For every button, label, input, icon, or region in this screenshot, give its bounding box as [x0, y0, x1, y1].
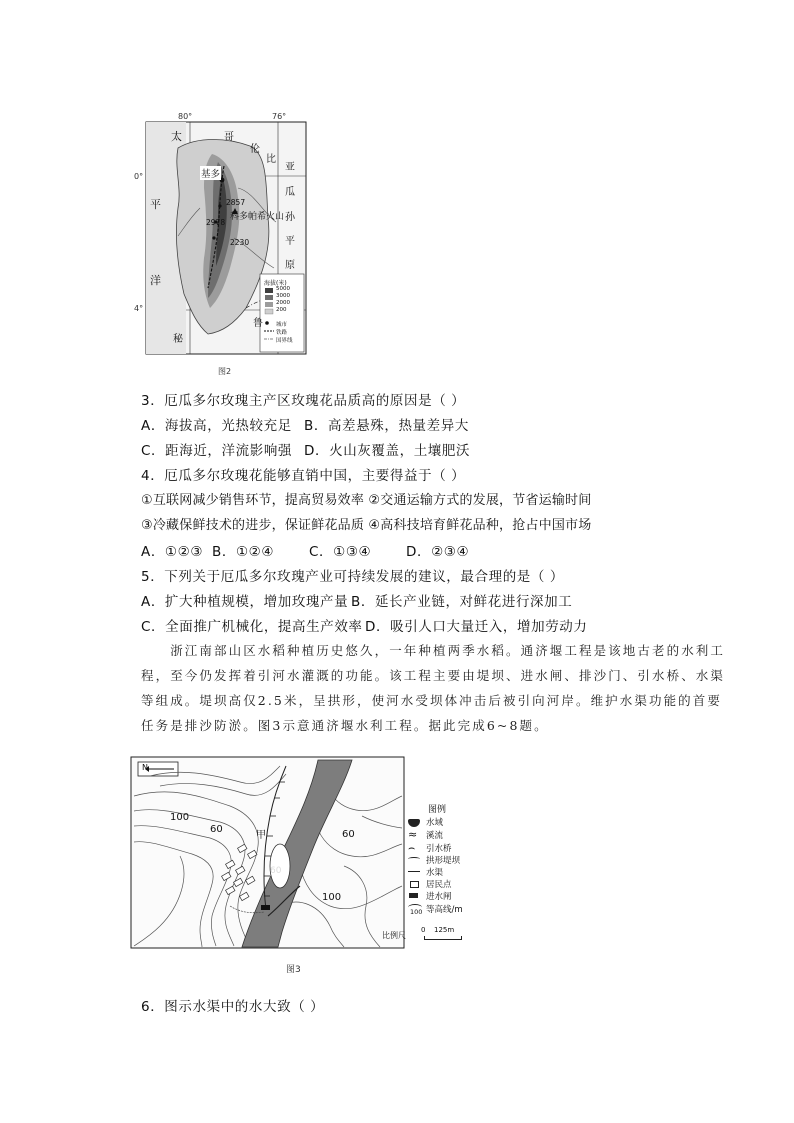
- figure2-caption: 图2: [218, 367, 232, 376]
- passage-line-1: 浙江南部山区水稻种植历史悠久，一年种植两季水稻。通济堰工程是该地古老的水利工: [141, 643, 726, 658]
- label-ping2: 平: [285, 236, 295, 247]
- label-lu: 鲁: [253, 318, 263, 329]
- lon-label-76: 76°: [272, 112, 287, 121]
- legend3-canal-swatch: [408, 871, 420, 872]
- legend3-scale-label: 比例尺: [382, 931, 406, 940]
- figure3-map: [130, 756, 405, 949]
- lat-label-4: 4°: [134, 304, 144, 313]
- q3-option-d: D．火山灰覆盖，土壤肥沃: [304, 443, 471, 459]
- q4-option-d: D．②③④: [406, 544, 470, 560]
- legend3-gate: 进水闸: [426, 892, 452, 902]
- legend3-stream: 溪流: [426, 831, 444, 841]
- q5-option-c: C．全面推广机械化，提高生产效率: [141, 619, 363, 635]
- passage-line-2: 程，至今仍发挥着引河水灌溉的功能。该工程主要由堤坝、进水闸、排沙门、引水桥、水渠: [141, 668, 726, 683]
- elev-point-2: 2978: [206, 218, 226, 227]
- label-yang: 洋: [150, 274, 161, 287]
- q6-stem: 6．图示水渠中的水大致（ ）: [141, 999, 325, 1015]
- label-ping: 平: [150, 198, 161, 211]
- label-ya: 亚: [285, 162, 295, 173]
- label-sun: 孙: [285, 212, 295, 223]
- q4-option-a: A．①②③: [141, 544, 204, 560]
- legend3-stream-swatch: ≈: [408, 828, 418, 841]
- figure3-legend: [382, 802, 476, 952]
- legend3-canal: 水渠: [426, 868, 444, 878]
- legend2-border: 国界线: [276, 338, 293, 344]
- contour-label-3: 60: [342, 829, 355, 840]
- q3-option-b: B．高差悬殊，热量差异大: [304, 418, 469, 434]
- label-yuan: 原: [285, 260, 295, 271]
- q4-option-b: B．①②④: [212, 544, 275, 560]
- lon-label-80: 80°: [178, 112, 193, 121]
- legend2-level-2000: 2000: [276, 300, 290, 306]
- marker-jia: 甲: [256, 830, 266, 841]
- legend3-gate-swatch: [409, 893, 418, 898]
- q4-option-c: C．①③④: [309, 544, 372, 560]
- lat-label-0: 0°: [134, 172, 144, 181]
- contour-label-1: 100: [170, 812, 190, 823]
- legend3-dam: 拱形堤坝: [426, 856, 461, 866]
- north-label: N: [142, 763, 148, 772]
- legend3-bridge-swatch: ⌢: [408, 841, 416, 854]
- q3-option-c: C．距海近，洋流影响强: [141, 443, 293, 459]
- q3-option-a: A．海拔高，光热较充足: [141, 418, 292, 434]
- legend3-scale-zero: 0: [421, 926, 426, 934]
- legend3-scale-value: 125m: [434, 926, 455, 934]
- city-quito: 基多: [200, 166, 221, 180]
- q5-stem: 5．下列关于厄瓜多尔玫瑰产业可持续发展的建议，最合理的是（ ）: [141, 569, 564, 585]
- elev-point-1: 2857: [226, 198, 246, 207]
- label-ge: 哥: [224, 132, 234, 143]
- passage-line-3: 等组成。堤坝高仅2.5米，呈拱形，使河水受坝体冲击后被引向河岸。维护水渠功能的首要: [141, 693, 722, 708]
- legend3-dam-swatch: [408, 857, 420, 861]
- q3-stem: 3．厄瓜多尔玫瑰主产区玫瑰花品质高的原因是（ ）: [141, 393, 466, 409]
- contour-label-5: 60: [270, 866, 282, 876]
- q4-statements-2: ③冷藏保鲜技术的进步，保证鲜花品质 ④高科技培育鲜花品种，抢占中国市场: [141, 518, 592, 533]
- legend3-water-swatch: [408, 819, 420, 827]
- legend3-bridge: 引水桥: [426, 844, 452, 854]
- contour-label-4: 100: [322, 892, 342, 903]
- elev-point-3: 2230: [230, 238, 250, 247]
- q5-option-b: B．延长产业链，对鲜花进行深加工: [351, 594, 573, 610]
- legend2-level-200: 200: [276, 307, 287, 313]
- legend3-settlement-swatch: [410, 881, 419, 888]
- q4-stem: 4．厄瓜多尔玫瑰花能够直销中国，主要得益于（ ）: [141, 468, 466, 484]
- legend2-level-3000: 3000: [276, 293, 290, 299]
- q5-option-d: D．吸引人口大量迁入，增加劳动力: [365, 619, 588, 635]
- legend3-title: 图例: [428, 805, 447, 815]
- label-gua: 瓜: [285, 187, 295, 198]
- label-mi: 秘: [173, 334, 183, 345]
- legend2-railway: 铁路: [276, 330, 288, 336]
- legend3-scale-bar: [424, 936, 462, 940]
- label-bi: 比: [266, 154, 276, 165]
- label-lun: 伦: [250, 144, 260, 155]
- q4-statements-1: ①互联网减少销售环节，提高贸易效率 ②交通运输方式的发展，节省运输时间: [141, 493, 592, 508]
- legend3-contour-value: 100: [410, 908, 423, 916]
- contour-label-2: 60: [210, 824, 223, 835]
- figure3-caption: 图3: [286, 965, 301, 975]
- legend2-level-5000: 5000: [276, 286, 290, 292]
- label-tai: 太: [171, 130, 182, 143]
- passage-line-4: 任务是排沙防淤。图3示意通济堰水利工程。据此完成6~8题。: [141, 718, 549, 733]
- legend3-contour: 等高线/m: [426, 905, 463, 915]
- q5-option-a: A．扩大种植规模，增加玫瑰产量: [141, 594, 349, 610]
- legend2-city: 城市: [276, 322, 288, 328]
- legend3-water: 水域: [426, 818, 444, 828]
- legend3-settlement: 居民点: [426, 880, 452, 890]
- legend2-title: 海拔(米): [264, 280, 287, 287]
- volcano-label: 科多帕希火山: [230, 212, 285, 222]
